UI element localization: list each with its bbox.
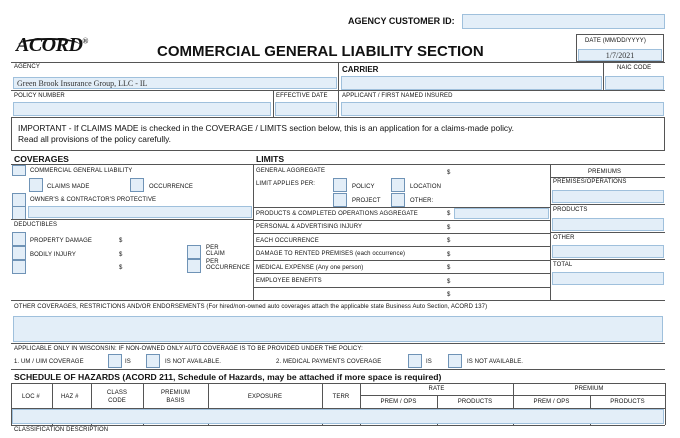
- applicant-field[interactable]: [341, 102, 664, 116]
- registered-mark-icon: ®: [82, 36, 88, 46]
- general-aggregate-dollar: $: [447, 170, 451, 176]
- location-checkbox[interactable]: [391, 178, 405, 192]
- owners-contractors-label: OWNER'S & CONTRACTOR'S PROTECTIVE: [30, 197, 157, 203]
- col-premium-basis-2: BASIS: [166, 398, 185, 404]
- limit-applies-per-label: LIMIT APPLIES PER:: [256, 181, 316, 187]
- col-premium-prem-ops: PREM / OPS: [533, 399, 570, 405]
- each-occurrence-dollar: $: [447, 238, 451, 244]
- limits-heading: LIMITS: [256, 154, 285, 164]
- col-exposure: EXPOSURE: [247, 394, 283, 400]
- products-premium-field[interactable]: [552, 218, 664, 231]
- agency-customer-id-label: AGENCY CUSTOMER ID:: [348, 16, 455, 26]
- bodily-injury-checkbox[interactable]: [12, 246, 26, 260]
- um-uim-is-checkbox[interactable]: [108, 354, 122, 368]
- deductibles-heading: DEDUCTIBLES: [14, 222, 58, 228]
- employee-benefits-label: EMPLOYEE BENEFITS: [256, 278, 322, 284]
- agency-field[interactable]: [13, 77, 337, 89]
- bodily-injury-dollar: $: [119, 252, 123, 258]
- other-premium-field[interactable]: [552, 245, 664, 258]
- wisconsin-label: APPLICABLE ONLY IN WISCONSIN: IF NON-OWNED ONLY AUTO COVERAGE IS TO BE PROVIDED UNDER THE POLICY:: [14, 346, 363, 352]
- products-completed-label: PRODUCTS & COMPLETED OPERATIONS AGGREGATE: [256, 211, 418, 217]
- med-pay-is-checkbox[interactable]: [408, 354, 422, 368]
- premises-operations-field[interactable]: [552, 190, 664, 203]
- deductible-other-checkbox[interactable]: [12, 260, 26, 274]
- acord-logo-swoosh: [18, 38, 80, 52]
- col-loc: LOC #: [22, 394, 40, 400]
- products-completed-dollar: $: [447, 211, 451, 217]
- claims-made-label: CLAIMS MADE: [47, 184, 90, 190]
- agency-value: Green Brook Insurance Group, LLC - IL: [17, 79, 148, 88]
- um-uim-is-label: IS: [125, 359, 131, 365]
- per-occurrence-checkbox[interactable]: [187, 259, 201, 273]
- carrier-label: CARRIER: [342, 65, 379, 74]
- med-pay-is-label: IS: [426, 359, 432, 365]
- damage-rented-label: DAMAGE TO RENTED PREMISES (each occurrence): [256, 251, 406, 257]
- important-line-2: Read all provisions of the policy carefully.: [18, 134, 171, 144]
- per-claim-line-2: CLAIM: [206, 251, 225, 257]
- premiums-heading: PREMIUMS: [588, 169, 622, 175]
- other-limit-label: OTHER:: [410, 198, 434, 204]
- col-premium-basis-1: PREMIUM: [160, 390, 191, 396]
- owners-contractors-checkbox[interactable]: [12, 193, 26, 207]
- cgl-label: COMMERCIAL GENERAL LIABILITY: [30, 168, 133, 174]
- naic-label: NAIC CODE: [617, 65, 652, 71]
- total-premium-field[interactable]: [552, 272, 664, 285]
- col-premium-products: PRODUCTS: [610, 399, 645, 405]
- medical-expense-dollar: $: [447, 265, 451, 271]
- col-haz: HAZ #: [61, 394, 79, 400]
- col-rate: RATE: [428, 386, 445, 392]
- date-label: DATE (MM/DD/YYYY): [585, 38, 646, 44]
- col-premium: PREMIUM: [574, 386, 604, 392]
- col-rate-prem-ops: PREM / OPS: [380, 399, 417, 405]
- date-value: 1/7/2021: [605, 51, 635, 60]
- carrier-field[interactable]: [341, 76, 602, 90]
- other-coverages-label: OTHER COVERAGES, RESTRICTIONS AND/OR ENDORSEMENTS (For hired/non-owned auto coverages attach the applicable state Business Auto Section, ACORD 137): [14, 304, 488, 310]
- med-pay-label: 2. MEDICAL PAYMENTS COVERAGE: [276, 359, 382, 365]
- col-class-code-2: CODE: [108, 398, 126, 404]
- coverages-heading: COVERAGES: [14, 154, 69, 164]
- hazard-row-1[interactable]: [12, 409, 664, 424]
- policy-number-label: POLICY NUMBER: [14, 93, 65, 99]
- claims-made-checkbox[interactable]: [29, 178, 43, 192]
- agency-customer-id-input[interactable]: [462, 14, 665, 29]
- property-damage-dollar: $: [119, 238, 123, 244]
- total-premium-label: TOTAL: [553, 262, 573, 268]
- occurrence-checkbox[interactable]: [130, 178, 144, 192]
- per-occurrence-label: [206, 259, 250, 271]
- each-occurrence-label: EACH OCCURRENCE: [256, 238, 319, 244]
- coverage-other-checkbox[interactable]: [12, 206, 26, 220]
- per-claim-label: [206, 245, 225, 257]
- products-premium-label: PRODUCTS: [553, 207, 588, 213]
- personal-adv-dollar: $: [447, 225, 451, 231]
- cgl-checkbox[interactable]: [12, 165, 26, 176]
- other-limit-checkbox[interactable]: [391, 193, 405, 207]
- um-uim-label: 1. UM / UIM COVERAGE: [14, 359, 84, 365]
- acord-logo-text: ACORD: [16, 34, 83, 56]
- policy-label: POLICY: [352, 184, 375, 190]
- deductible-other-dollar: $: [119, 265, 123, 271]
- effective-date-label: EFFECTIVE DATE: [276, 93, 328, 99]
- project-label: PROJECT: [352, 198, 381, 204]
- property-damage-label: PROPERTY DAMAGE: [30, 238, 92, 244]
- form-title: COMMERCIAL GENERAL LIABILITY SECTION: [157, 43, 484, 60]
- col-terr: TERR: [332, 394, 350, 400]
- project-checkbox[interactable]: [333, 193, 347, 207]
- med-pay-not-label: IS NOT AVAILABLE.: [467, 359, 524, 365]
- other-premium-label: OTHER: [553, 235, 575, 241]
- col-class-code: [91, 389, 143, 405]
- important-line-1: IMPORTANT - If CLAIMS MADE is checked in the COVERAGE / LIMITS section below, this is an application for a claims-made policy.: [18, 123, 515, 133]
- bodily-injury-label: BODILY INJURY: [30, 252, 76, 258]
- other-coverages-field[interactable]: [13, 316, 663, 342]
- effective-date-field[interactable]: [275, 102, 337, 116]
- um-uim-not-label: IS NOT AVAILABLE.: [165, 359, 222, 365]
- medical-expense-label: MEDICAL EXPENSE (Any one person): [256, 265, 364, 271]
- employee-benefits-dollar: $: [447, 279, 451, 285]
- per-occurrence-line-1: PER: [206, 259, 219, 265]
- col-class-code-1: CLASS: [106, 390, 128, 396]
- products-completed-field[interactable]: [454, 208, 549, 219]
- um-uim-not-checkbox[interactable]: [146, 354, 160, 368]
- per-claim-line-1: PER: [206, 245, 219, 251]
- col-rate-products: PRODUCTS: [457, 399, 493, 405]
- location-label: LOCATION: [410, 184, 442, 190]
- general-aggregate-label: GENERAL AGGREGATE: [256, 168, 326, 174]
- per-claim-checkbox[interactable]: [187, 245, 201, 259]
- personal-adv-label: PERSONAL & ADVERTISING INJURY: [256, 224, 363, 230]
- med-pay-not-checkbox[interactable]: [448, 354, 462, 368]
- per-occurrence-line-2: OCCURRENCE: [206, 265, 251, 271]
- col-premium-basis: [143, 389, 208, 405]
- naic-field[interactable]: [605, 76, 664, 90]
- coverage-other-field[interactable]: [28, 206, 252, 218]
- property-damage-checkbox[interactable]: [12, 232, 26, 246]
- date-field[interactable]: [578, 49, 662, 61]
- policy-number-field[interactable]: [13, 102, 271, 116]
- policy-checkbox[interactable]: [333, 178, 347, 192]
- premises-operations-label: PREMISES/OPERATIONS: [553, 179, 627, 185]
- applicant-label: APPLICANT / FIRST NAMED INSURED: [342, 93, 453, 99]
- classification-description-label: CLASSIFICATION DESCRIPTION: [14, 427, 109, 433]
- hazards-heading: SCHEDULE OF HAZARDS (ACORD 211, Schedule of Hazards, may be attached if more space is required): [14, 372, 442, 382]
- occurrence-label: OCCURRENCE: [149, 184, 194, 190]
- damage-rented-dollar: $: [447, 252, 451, 258]
- agency-label: AGENCY: [14, 64, 40, 70]
- extra-limit-dollar: $: [447, 292, 451, 298]
